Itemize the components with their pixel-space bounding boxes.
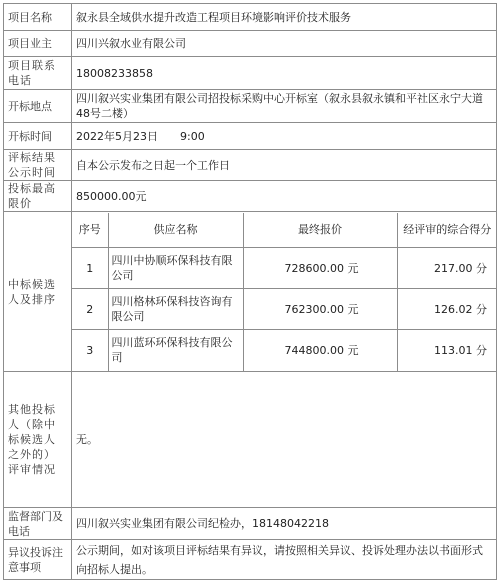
bid-time-value: 2022年5月23日 9:00 [72,123,497,150]
row-supervisor [4,508,497,540]
objection-label: 异议投诉注意事项 [4,540,72,580]
header-score: 经评审的综合得分 [397,213,497,248]
project-owner-value: 四川兴叙水业有限公司 [72,31,497,57]
row-bid-time [4,123,497,150]
candidate-supplier: 四川中协顺环保科技有限公司 [108,248,243,289]
objection-value: 公示期间，如对该项目评标结果有异议，请按照相关异议、投诉处理办法以书面形式向招标人提出。 [72,540,497,580]
candidate-supplier: 四川蓝环环保科技有限公司 [108,330,243,371]
bid-result-table [3,3,497,580]
publicity-period-label: 评标结果公示时间 [4,150,72,181]
table-row [72,330,497,371]
candidate-no: 3 [72,330,108,371]
row-other-bidders [4,372,497,508]
header-no: 序号 [72,213,108,248]
candidate-price: 728600.00 元 [243,248,397,289]
bid-location-value: 四川叙兴实业集团有限公司招投标采购中心开标室（叙永县叙永镇和平社区永宁大道48号二楼） [72,90,497,123]
max-bid-label: 投标最高限价 [4,181,72,212]
project-name-value: 叙永县全域供水提升改造工程项目环境影响评价技术服务 [72,4,497,31]
candidate-no: 2 [72,289,108,330]
candidates-table [72,213,497,371]
table-row [72,289,497,330]
candidate-score: 126.02 分 [397,289,497,330]
table-row [72,248,497,289]
project-name-label: 项目名称 [4,4,72,31]
publicity-period-value: 自本公示发布之日起一个工作日 [72,150,497,181]
row-contact-phone [4,57,497,90]
row-project-name [4,4,497,31]
contact-phone-value: 18008233858 [72,57,497,90]
candidate-supplier: 四川格林环保科技咨询有限公司 [108,289,243,330]
other-bidders-label: 其他投标人（除中标候选人之外的）评审情况 [4,372,72,508]
candidates-header-row [72,213,497,248]
row-objection [4,540,497,580]
candidates-cell [72,212,497,372]
candidate-no: 1 [72,248,108,289]
supervisor-label: 监督部门及电话 [4,508,72,540]
candidate-price: 744800.00 元 [243,330,397,371]
contact-phone-label: 项目联系电话 [4,57,72,90]
row-publicity-period [4,150,497,181]
bid-time-label: 开标时间 [4,123,72,150]
row-project-owner [4,31,497,57]
row-bid-location [4,90,497,123]
header-price: 最终报价 [243,213,397,248]
project-owner-label: 项目业主 [4,31,72,57]
row-max-bid [4,181,497,212]
candidate-score: 113.01 分 [397,330,497,371]
other-bidders-value: 无。 [72,372,497,508]
supervisor-value: 四川叙兴实业集团有限公司纪检办，18148042218 [72,508,497,540]
candidates-label: 中标候选人及排序 [4,212,72,372]
row-candidates [4,212,497,372]
bid-location-label: 开标地点 [4,90,72,123]
candidate-price: 762300.00 元 [243,289,397,330]
max-bid-value: 850000.00元 [72,181,497,212]
header-supplier: 供应名称 [108,213,243,248]
candidate-score: 217.00 分 [397,248,497,289]
